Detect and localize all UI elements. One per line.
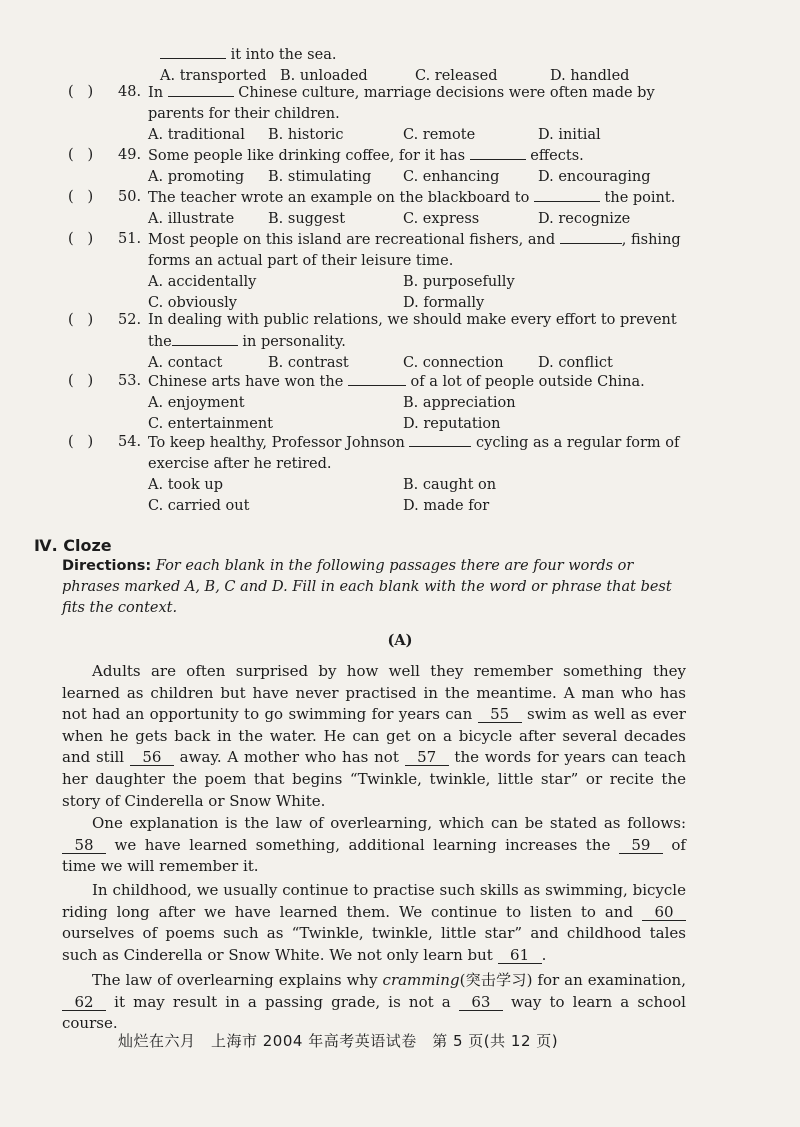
- q47-stem: it into the sea.: [230, 47, 337, 63]
- question-54: [60, 432, 750, 517]
- section-title: Cloze: [63, 536, 112, 555]
- option-d: D. made for: [403, 498, 490, 514]
- option-a: A. promoting: [148, 169, 245, 185]
- option-d: D. initial: [538, 127, 601, 143]
- answer-blank: [560, 229, 622, 244]
- passage-paragraph-1: Adults are often surprised by how well they remember something they learned as children but have never practised in the meantime. A man who has not had an opportunity to go swimming for years can 55 swim as well as ever when he gets back in the water. He can get on a bicycle after several decades and still 56 away. A mother who has not 57 the words for years can teach her daughter the poem that begins “Twinkle, twinkle, little star” or recite the story of Cinderella or Snow White.: [62, 662, 686, 810]
- stem-text: forms an actual part of their leisure time.: [148, 253, 454, 269]
- question-53: [60, 371, 750, 435]
- blank-63: 63: [459, 995, 503, 1011]
- emphasis-term: cramming: [382, 971, 460, 989]
- option-c: C. enhancing: [403, 169, 500, 185]
- stem-text: effects.: [530, 148, 584, 164]
- options: [148, 167, 750, 188]
- answer-blank: [470, 145, 526, 160]
- option-c: C. express: [403, 211, 480, 227]
- passage-paragraph-2: One explanation is the law of overlearning, which can be stated as follows: 58 we have learned something, additional learning increases the 59 of time we will remember it.: [62, 814, 686, 876]
- blank-55: 55: [478, 707, 522, 723]
- option-a: A. illustrate: [148, 211, 235, 227]
- option-a: A. enjoyment: [148, 395, 245, 411]
- option-d: D. recognize: [538, 211, 631, 227]
- question-50: [60, 187, 750, 230]
- stem-text: the: [148, 334, 172, 350]
- stem-text: Most people on this island are recreational fishers, and: [148, 232, 556, 248]
- answer-paren: ( ): [68, 231, 94, 247]
- stem-text: Some people like drinking coffee, for it has: [148, 148, 466, 164]
- options: [148, 125, 750, 146]
- answer-blank: [172, 331, 238, 346]
- question-number: 51.: [118, 231, 142, 247]
- directions-label: Directions:: [62, 558, 152, 574]
- blank-62: 62: [62, 995, 106, 1011]
- directions: [62, 556, 682, 619]
- chinese-gloss: (突击学习): [459, 971, 533, 989]
- option-c: C. remote: [403, 127, 476, 143]
- options: [148, 272, 750, 314]
- stem-text: the point.: [604, 190, 676, 206]
- option-c: C. connection: [403, 355, 504, 371]
- stem-text: In: [148, 85, 164, 101]
- option-b: B. purposefully: [403, 274, 515, 290]
- stem-text: cycling as a regular form of: [476, 435, 680, 451]
- question-number: 52.: [118, 312, 142, 328]
- blank-60: 60: [642, 905, 686, 921]
- option-a: A. took up: [148, 477, 223, 493]
- answer-paren: ( ): [68, 373, 94, 389]
- blank-58: 58: [62, 838, 106, 854]
- stem-text: Chinese arts have won the: [148, 374, 344, 390]
- option-b: B. stimulating: [268, 169, 372, 185]
- passage-paragraph-4: The law of overlearning explains why cramming(突击学习) for an examination, 62 it may result in a passing grade, is not a 63 way to learn a school course.: [62, 971, 686, 1033]
- option-b: B. suggest: [268, 211, 346, 227]
- option-d: D. reputation: [403, 416, 501, 432]
- answer-paren: ( ): [68, 189, 94, 205]
- option-c: C. entertainment: [148, 416, 273, 432]
- question-number: 48.: [118, 84, 142, 100]
- option-c: C. carried out: [148, 498, 250, 514]
- question-49: [60, 145, 750, 188]
- question-number: 54.: [118, 434, 142, 450]
- page-footer: 灿烂在六月 上海市 2004 年高考英语试卷 第 5 页(共 12 页): [118, 1032, 559, 1050]
- stem-text: In dealing with public relations, we should make every effort to prevent: [148, 312, 677, 328]
- option-a: A. transported: [160, 68, 267, 84]
- option-b: B. unloaded: [280, 68, 368, 84]
- answer-paren: ( ): [68, 312, 94, 328]
- question-number: 50.: [118, 189, 142, 205]
- option-b: B. caught on: [403, 477, 497, 493]
- stem-text: exercise after he retired.: [148, 456, 332, 472]
- passage-paragraph-3: In childhood, we usually continue to practise such skills as swimming, bicycle riding long after we have learned them. We continue to listen to and 60 ourselves of poems such as “Twinkle, twinkle, little star” and childhood tales such as Cinderella or Snow White. We not only learn but 61 .: [62, 881, 686, 964]
- stem-text: parents for their children.: [148, 106, 340, 122]
- stem-text: To keep healthy, Professor Johnson: [148, 435, 405, 451]
- question-51: [60, 229, 750, 314]
- question-47-tail: [60, 44, 750, 87]
- option-a: A. traditional: [148, 127, 245, 143]
- blank-57: 57: [405, 750, 449, 766]
- option-c: C. released: [415, 68, 498, 84]
- stem-text: of a lot of people outside China.: [410, 374, 645, 390]
- question-48: [60, 82, 750, 146]
- answer-paren: ( ): [68, 147, 94, 163]
- options: [148, 475, 750, 517]
- option-d: D. formally: [403, 295, 485, 311]
- option-d: D. encouraging: [538, 169, 651, 185]
- option-c: C. obviously: [148, 295, 237, 311]
- question-number: 53.: [118, 373, 142, 389]
- blank-59: 59: [619, 838, 663, 854]
- options: [148, 393, 750, 435]
- section-numeral: Ⅳ.: [34, 536, 58, 555]
- stem-text: , fishing: [621, 232, 681, 248]
- directions-text: For each blank in the following passages there are four words or phrases marked A, B, C and D. Fill in each blank with the word or phrase that best fits the context.: [62, 558, 672, 616]
- stem-text: in personality.: [242, 334, 346, 350]
- blank-56: 56: [130, 750, 174, 766]
- answer-blank: [409, 432, 471, 447]
- answer-paren: ( ): [68, 434, 94, 450]
- option-b: B. appreciation: [403, 395, 516, 411]
- question-number: 49.: [118, 147, 142, 163]
- option-d: D. handled: [550, 68, 630, 84]
- passage-label: (A): [387, 632, 413, 649]
- answer-blank: [348, 371, 406, 386]
- question-52: [60, 310, 750, 374]
- option-a: A. accidentally: [148, 274, 257, 290]
- option-a: A. contact: [148, 355, 223, 371]
- option-b: B. contrast: [268, 355, 349, 371]
- option-d: D. conflict: [538, 355, 613, 371]
- section-heading: [34, 536, 112, 555]
- answer-blank: [160, 44, 226, 59]
- answer-blank: [168, 82, 234, 97]
- stem-text: The teacher wrote an example on the blackboard to: [148, 190, 530, 206]
- answer-blank: [534, 187, 600, 202]
- options: [148, 209, 750, 230]
- answer-paren: ( ): [68, 84, 94, 100]
- blank-61: 61: [498, 948, 542, 964]
- option-b: B. historic: [268, 127, 344, 143]
- stem-text: Chinese culture, marriage decisions were often made by: [238, 85, 655, 101]
